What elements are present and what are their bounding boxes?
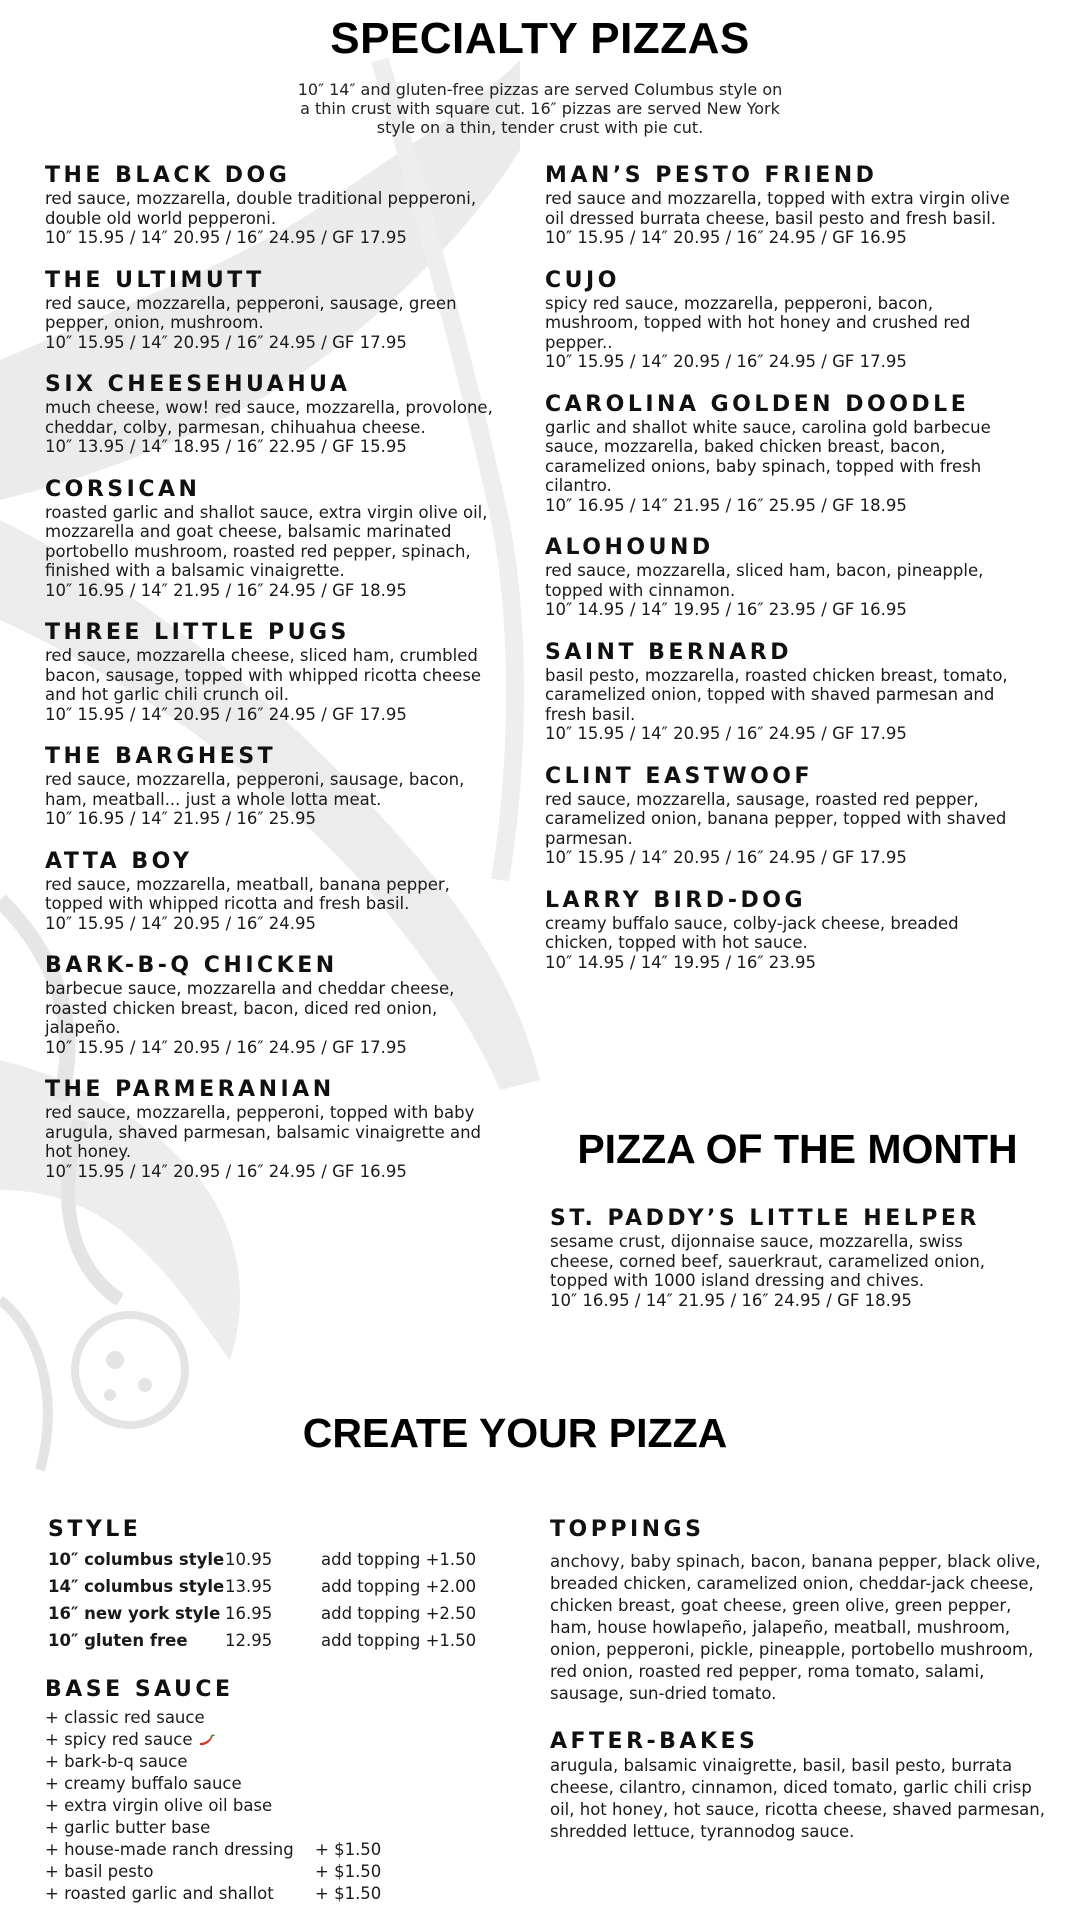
pizza-of-month-title: PIZZA OF THE MONTH [577, 1126, 1018, 1172]
item-desc: basil pesto, mozzarella, roasted chicken breast, tomato, caramelized onion, topped with shaved parmesan and fresh basil. [545, 665, 1008, 724]
style-section [48, 1516, 508, 1654]
menu-item [545, 162, 1015, 248]
menu-item [545, 763, 1015, 868]
item-name: CORSICAN [45, 476, 201, 502]
item-desc: red sauce, mozzarella, pepperoni, topped with baby arugula, shaved parmesan, balsamic vinaigrette and hot honey. [45, 1103, 482, 1161]
intro-line: 10″ 14″ and gluten-free pizzas are served Columbus style on [297, 80, 783, 99]
item-name: MAN’S PESTO FRIEND [545, 163, 878, 188]
item-price: 10″ 15.95 / 14″ 20.95 / 16″ 24.95 / GF 17.95 [545, 352, 907, 371]
sauce-label: + garlic butter base [45, 1818, 211, 1837]
toppings-list: anchovy, baby spinach, bacon, banana pepper, black olive, breaded chicken, caramelized onion, cheddar-jack cheese, chicken breast, goat cheese, green olive, green pepper, ham, house howlapeño, jalapeño, meatball, mushroom, onion, pepperoni, pickle, pineapple, portobello mushroom, red onion, roasted red pepper, roma tomato, salami, sausage, sun-dried tomato. [550, 1552, 1041, 1703]
menu-item [45, 848, 505, 934]
sauce-price: + $1.50 [315, 1840, 382, 1859]
menu-item [545, 887, 1015, 973]
style-row [48, 1546, 508, 1573]
menu-item [45, 952, 505, 1057]
style-name: 10″ gluten free [48, 1631, 188, 1650]
sauce-price: + $1.50 [315, 1862, 382, 1881]
style-name: 10″ columbus style [48, 1550, 225, 1569]
sauce-row [45, 1861, 465, 1883]
menu-item [545, 267, 1015, 372]
item-desc: garlic and shallot white sauce, carolina gold barbecue sauce, mozzarella, baked chicken breast, bacon, caramelized onions, baby spinach, topped with fresh cilantro. [545, 417, 991, 495]
item-price: 10″ 13.95 / 14″ 18.95 / 16″ 22.95 / GF 15.95 [45, 437, 407, 456]
menu-item [45, 267, 505, 353]
menu-item [545, 639, 1015, 744]
specialty-intro [270, 80, 810, 137]
item-name: CUJO [545, 267, 620, 293]
style-row [48, 1600, 508, 1627]
toppings-heading: TOPPINGS [550, 1517, 705, 1542]
style-price: 16.95 [225, 1604, 273, 1623]
item-desc: roasted garlic and shallot sauce, extra virgin olive oil, mozzarella and goat cheese, balsamic marinated portobello mushroom, roasted red pepper, spinach, finished with a balsamic vinaigrette. [45, 502, 488, 580]
item-price: 10″ 16.95 / 14″ 21.95 / 16″ 25.95 [45, 809, 317, 828]
sauce-row [45, 1751, 465, 1773]
specialty-title: SPECIALTY PIZZAS [330, 14, 750, 63]
item-name: ST. PADDY’S LITTLE HELPER [550, 1206, 980, 1231]
intro-line: a thin crust with square cut. 16″ pizzas are served New York [300, 99, 780, 118]
after-bakes-list: arugula, balsamic vinaigrette, basil, basil pesto, burrata cheese, cilantro, cinnamon, diced tomato, garlic chili crisp oil, hot honey, hot sauce, ricotta cheese, shaved parmesan, shredded lettuce, tyrannodog sauce. [550, 1756, 1045, 1841]
style-price: 13.95 [225, 1577, 273, 1596]
style-heading: STYLE [48, 1517, 142, 1542]
item-price: 10″ 14.95 / 14″ 19.95 / 16″ 23.95 [545, 952, 817, 972]
sauce-label: + basil pesto [45, 1862, 154, 1881]
create-title: CREATE YOUR PIZZA [302, 1410, 728, 1456]
menu-item [45, 619, 505, 724]
item-name: SAINT BERNARD [545, 639, 793, 665]
item-name: LARRY BIRD-DOG [545, 887, 807, 913]
item-price: 10″ 14.95 / 14″ 19.95 / 16″ 23.95 / GF 16.95 [545, 600, 907, 619]
item-desc: spicy red sauce, mozzarella, pepperoni, bacon, mushroom, topped with hot honey and crushed red pepper.. [545, 293, 971, 352]
item-name: CLINT EASTWOOF [545, 763, 814, 789]
item-desc: red sauce, mozzarella, meatball, banana pepper, topped with whipped ricotta and fresh basil. [45, 874, 450, 913]
item-price: 10″ 15.95 / 14″ 20.95 / 16″ 24.95 / GF 17.95 [545, 848, 907, 867]
item-name: THE BLACK DOG [45, 163, 291, 188]
menu-item [45, 162, 505, 248]
sauce-row [45, 1773, 465, 1795]
base-sauce-section [45, 1676, 465, 1905]
item-price: 10″ 15.95 / 14″ 20.95 / 16″ 24.95 / GF 17.95 [45, 704, 407, 724]
style-row [48, 1627, 508, 1654]
menu-item [45, 743, 505, 829]
item-price: 10″ 16.95 / 14″ 21.95 / 16″ 24.95 / GF 18.95 [550, 1290, 912, 1310]
item-name: THREE LITTLE PUGS [45, 620, 350, 645]
intro-line: style on a thin, tender crust with pie cut. [376, 118, 704, 137]
item-name: THE ULTIMUTT [45, 267, 265, 293]
style-name: 16″ new york style [48, 1604, 221, 1623]
item-price: 10″ 16.95 / 14″ 21.95 / 16″ 24.95 / GF 18.95 [45, 580, 407, 600]
sauce-row [45, 1729, 465, 1751]
sauce-label: + creamy buffalo sauce [45, 1774, 242, 1793]
pizza-of-month-item [550, 1205, 1020, 1310]
item-price: 10″ 15.95 / 14″ 20.95 / 16″ 24.95 [45, 913, 317, 933]
item-name: CAROLINA GOLDEN DOODLE [545, 391, 970, 417]
item-price: 10″ 15.95 / 14″ 20.95 / 16″ 24.95 / GF 17.95 [45, 332, 407, 352]
menu-item [545, 534, 1015, 620]
item-desc: red sauce, mozzarella cheese, sliced ham, crumbled bacon, sausage, topped with whipped ricotta cheese and hot garlic chili crunch oil. [45, 646, 482, 704]
style-add-topping: add topping +2.00 [321, 1577, 477, 1596]
right-column [545, 162, 1015, 991]
item-desc: red sauce, mozzarella, pepperoni, sausage, bacon, ham, meatball... just a whole lotta meat. [45, 770, 465, 809]
style-row [48, 1573, 508, 1600]
item-price: 10″ 15.95 / 14″ 20.95 / 16″ 24.95 / GF 17.95 [545, 724, 907, 743]
style-price: 12.95 [225, 1631, 273, 1650]
item-name: BARK-B-Q CHICKEN [45, 953, 338, 978]
sauce-row [45, 1839, 465, 1861]
sauce-row [45, 1795, 465, 1817]
style-add-topping: add topping +1.50 [321, 1631, 477, 1650]
item-name: ATTA BOY [45, 848, 193, 874]
menu-item [45, 1076, 505, 1181]
item-name: ALOHOUND [545, 535, 714, 560]
sauce-row [45, 1883, 465, 1905]
sauce-label: + spicy red sauce [45, 1730, 193, 1749]
sauce-price: + $1.50 [315, 1884, 382, 1903]
menu-item [45, 476, 505, 601]
style-add-topping: add topping +2.50 [321, 1604, 477, 1623]
item-name: THE BARGHEST [45, 744, 277, 769]
item-desc: sesame crust, dijonnaise sauce, mozzarella, swiss cheese, corned beef, sauerkraut, caramelized onion, topped with 1000 island dressing and chives. [550, 1232, 986, 1290]
item-desc: red sauce, mozzarella, sausage, roasted red pepper, caramelized onion, banana pepper, topped with shaved parmesan. [545, 789, 1007, 848]
item-desc: red sauce, mozzarella, pepperoni, sausage, green pepper, onion, mushroom. [45, 293, 457, 332]
item-price: 10″ 16.95 / 14″ 21.95 / 16″ 25.95 / GF 18.95 [545, 495, 907, 515]
item-name: THE PARMERANIAN [45, 1077, 335, 1102]
left-column [45, 162, 505, 1200]
item-desc: red sauce and mozzarella, topped with extra virgin olive oil dressed burrata cheese, basil pesto and fresh basil. [545, 189, 1010, 228]
menu-item [545, 391, 1015, 516]
sauce-row [45, 1707, 465, 1729]
after-bakes-heading: AFTER-BAKES [550, 1729, 759, 1754]
item-desc: creamy buffalo sauce, colby-jack cheese, breaded chicken, topped with hot sauce. [545, 913, 959, 952]
sauce-heading: BASE SAUCE [45, 1677, 234, 1702]
sauce-label: + extra virgin olive oil base [45, 1796, 273, 1815]
style-price: 10.95 [225, 1550, 273, 1569]
sauce-row [45, 1817, 465, 1839]
toppings-section [550, 1516, 1050, 1705]
after-bakes-section [550, 1728, 1050, 1843]
sauce-label: + house-made ranch dressing [45, 1840, 294, 1859]
sauce-label: + roasted garlic and shallot [45, 1884, 274, 1903]
sauce-label: + classic red sauce [45, 1708, 205, 1727]
item-desc: red sauce, mozzarella, sliced ham, bacon, pineapple, topped with cinnamon. [545, 561, 984, 600]
style-add-topping: add topping +1.50 [321, 1550, 477, 1569]
item-desc: red sauce, mozzarella, double traditional pepperoni, double old world pepperoni. [45, 189, 477, 228]
item-price: 10″ 15.95 / 14″ 20.95 / 16″ 24.95 / GF 16.95 [545, 228, 907, 247]
style-name: 14″ columbus style [48, 1577, 225, 1596]
sauce-label: + bark-b-q sauce [45, 1752, 188, 1771]
item-price: 10″ 15.95 / 14″ 20.95 / 16″ 24.95 / GF 17.95 [45, 1037, 407, 1057]
menu-item [45, 371, 505, 457]
item-desc: much cheese, wow! red sauce, mozzarella, provolone, cheddar, colby, parmesan, chihuahua cheese. [45, 398, 493, 437]
item-name: SIX CHEESEHUAHUA [45, 372, 351, 397]
item-price: 10″ 15.95 / 14″ 20.95 / 16″ 24.95 / GF 16.95 [45, 1161, 407, 1181]
item-price: 10″ 15.95 / 14″ 20.95 / 16″ 24.95 / GF 17.95 [45, 228, 407, 247]
item-desc: barbecue sauce, mozzarella and cheddar cheese, roasted chicken breast, bacon, diced red onion, jalapeño. [45, 979, 455, 1037]
chili-pepper-icon [197, 1734, 215, 1748]
